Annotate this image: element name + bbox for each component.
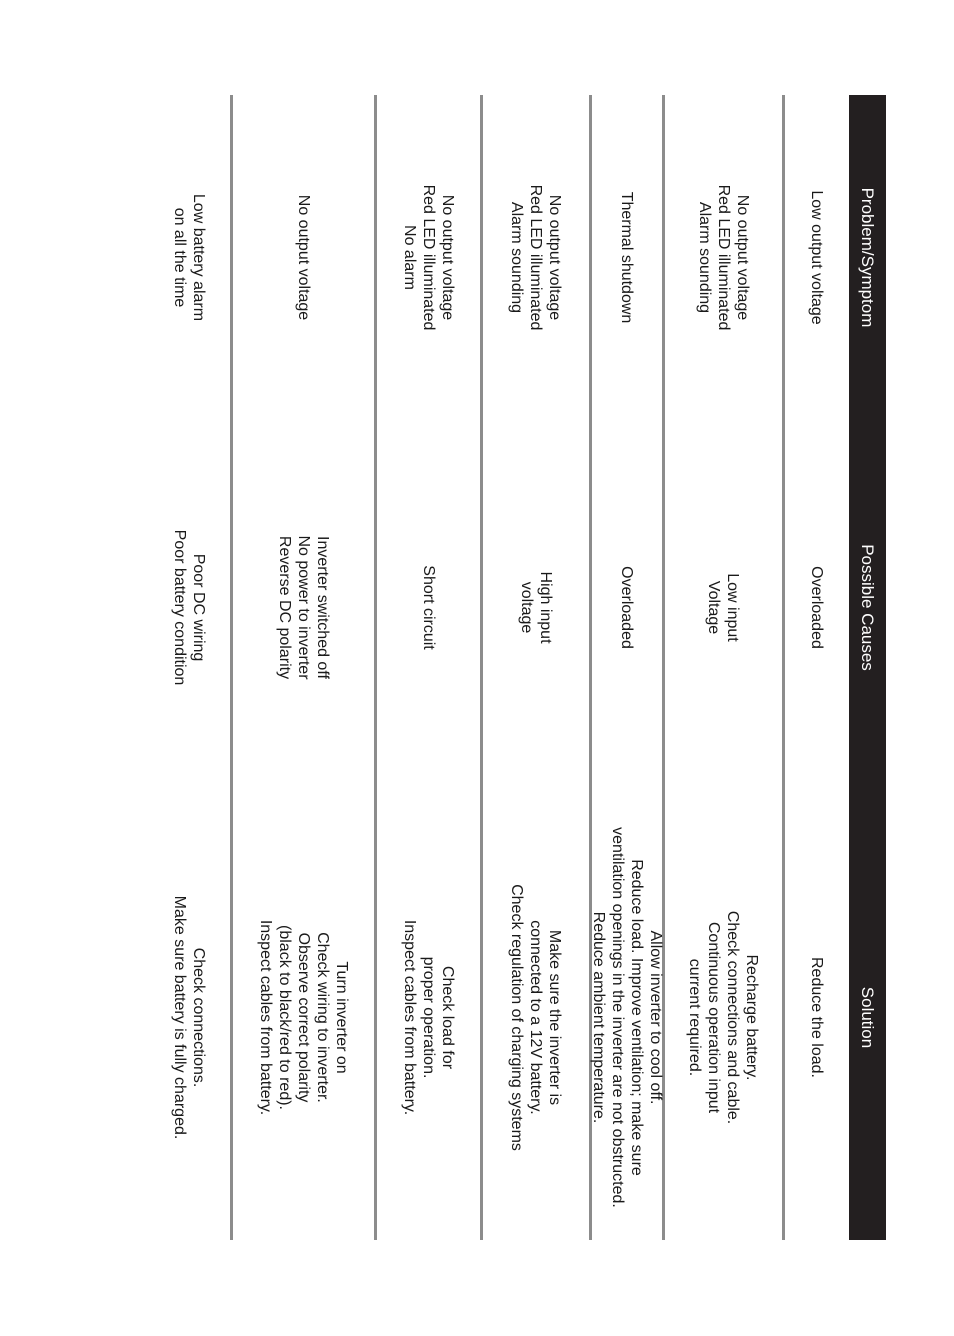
cell-text-line: Check connections. bbox=[190, 947, 208, 1088]
cell-text-line: Red LED illuminated bbox=[420, 184, 437, 331]
cell-text-line: High input bbox=[537, 571, 554, 644]
cell-text-line: Overloaded bbox=[618, 566, 636, 649]
cell-text-line: Low input bbox=[724, 573, 742, 642]
cell-solution bbox=[149, 795, 230, 1240]
cell-text-line: Make sure the inverter is bbox=[546, 929, 564, 1106]
cell-symptom bbox=[483, 95, 589, 420]
cell-causes bbox=[233, 420, 374, 795]
cell-text-line: current required. bbox=[686, 958, 704, 1077]
cell-solution bbox=[665, 795, 782, 1240]
cell-text-line: No output voltage bbox=[546, 194, 564, 321]
cell-symptom bbox=[665, 95, 782, 420]
table-header bbox=[849, 95, 886, 1240]
cell-text-line: Alarm sounding bbox=[508, 201, 526, 314]
cell-symptom bbox=[233, 95, 374, 420]
cell-text-line: Overloaded bbox=[808, 566, 826, 649]
cell-text-line: Voltage bbox=[705, 580, 723, 635]
cell-text-line: Make sure battery is fully charged. bbox=[171, 895, 189, 1140]
cell-text-line: Reduce the load. bbox=[808, 957, 826, 1078]
cell-text-line: Low output voltage bbox=[808, 190, 826, 325]
cell-text-line: Reverse DC polarity bbox=[276, 535, 293, 680]
table-row bbox=[149, 95, 230, 1240]
cell-text-line: Inverter switched off bbox=[314, 536, 331, 679]
cell-causes bbox=[149, 420, 230, 795]
cell-text-line: Inspect cables from battery. bbox=[257, 919, 274, 1116]
cell-text-line: Poor DC wiring bbox=[190, 553, 208, 662]
cell-text-line: Reduce load. Improve ventilation; make sure bbox=[628, 859, 645, 1176]
cell-text-line: Check connections and cable. bbox=[724, 910, 742, 1125]
table-row bbox=[782, 95, 849, 1240]
cell-text-line: Continuous operation input bbox=[705, 921, 723, 1114]
troubleshooting-table bbox=[149, 95, 886, 1240]
cell-text-line: Check wiring to inverter. bbox=[314, 932, 331, 1103]
header-solution: Solution bbox=[858, 986, 877, 1049]
cell-text-line: Poor battery condition bbox=[171, 529, 189, 686]
cell-text-line: No output voltage bbox=[439, 194, 456, 321]
cell-causes bbox=[665, 420, 782, 795]
cell-text-line: Turn inverter on bbox=[333, 961, 350, 1074]
cell-text-line: Allow inverter to cool off. bbox=[647, 930, 664, 1105]
cell-text-line: proper operation. bbox=[420, 956, 437, 1079]
cell-text-line: Observe correct polarity bbox=[295, 932, 312, 1103]
table-row bbox=[374, 95, 480, 1240]
cell-text-line: Inspect cables from battery. bbox=[401, 919, 418, 1116]
cell-text-line: Red LED illuminated bbox=[527, 184, 545, 331]
cell-solution bbox=[592, 795, 662, 1240]
cell-causes bbox=[377, 420, 480, 795]
cell-text-line: Reduce ambient temperature. bbox=[590, 911, 607, 1124]
cell-causes bbox=[592, 420, 662, 795]
cell-text-line: No output voltage bbox=[734, 194, 751, 321]
cell-symptom bbox=[377, 95, 480, 420]
cell-causes bbox=[483, 420, 589, 795]
cell-text-line: on all the time bbox=[171, 207, 189, 308]
cell-text-line: No power to inverter bbox=[295, 535, 312, 680]
cell-text-line: Short circuit bbox=[420, 565, 437, 650]
cell-text-line: (black to black/red to red). bbox=[276, 925, 293, 1110]
cell-text-line: Alarm sounding bbox=[696, 201, 713, 314]
cell-text-line: ventilation openings in the inverter are not obstructed. bbox=[609, 827, 626, 1208]
cell-text-line: Recharge battery. bbox=[743, 954, 761, 1081]
table-row bbox=[662, 95, 782, 1240]
cell-solution bbox=[377, 795, 480, 1240]
cell-text-line: Check load for bbox=[439, 965, 456, 1070]
cell-symptom bbox=[785, 95, 849, 420]
cell-symptom bbox=[149, 95, 230, 420]
cell-text-line: Low battery alarm bbox=[190, 193, 208, 322]
cell-causes bbox=[785, 420, 849, 795]
cell-text-line: voltage bbox=[518, 581, 535, 634]
cell-text-line: Thermal shutdown bbox=[618, 191, 636, 324]
cell-text-line: Red LED illuminated bbox=[715, 184, 732, 331]
header-problem-symptom: Problem/Symptom bbox=[858, 187, 877, 328]
cell-text-line: Check regulation of charging systems bbox=[508, 884, 526, 1151]
cell-text-line: connected to a 12V battery. bbox=[527, 920, 545, 1115]
cell-solution bbox=[233, 795, 374, 1240]
header-possible-causes: Possible Causes bbox=[858, 544, 877, 671]
cell-solution bbox=[785, 795, 849, 1240]
table-row bbox=[480, 95, 589, 1240]
cell-symptom bbox=[592, 95, 662, 420]
troubleshooting-table-frame bbox=[149, 95, 886, 1240]
table-row bbox=[230, 95, 374, 1240]
cell-solution bbox=[483, 795, 589, 1240]
cell-text-line: No output voltage bbox=[295, 194, 312, 321]
cell-text-line: No alarm bbox=[401, 225, 418, 290]
table-row bbox=[589, 95, 662, 1240]
